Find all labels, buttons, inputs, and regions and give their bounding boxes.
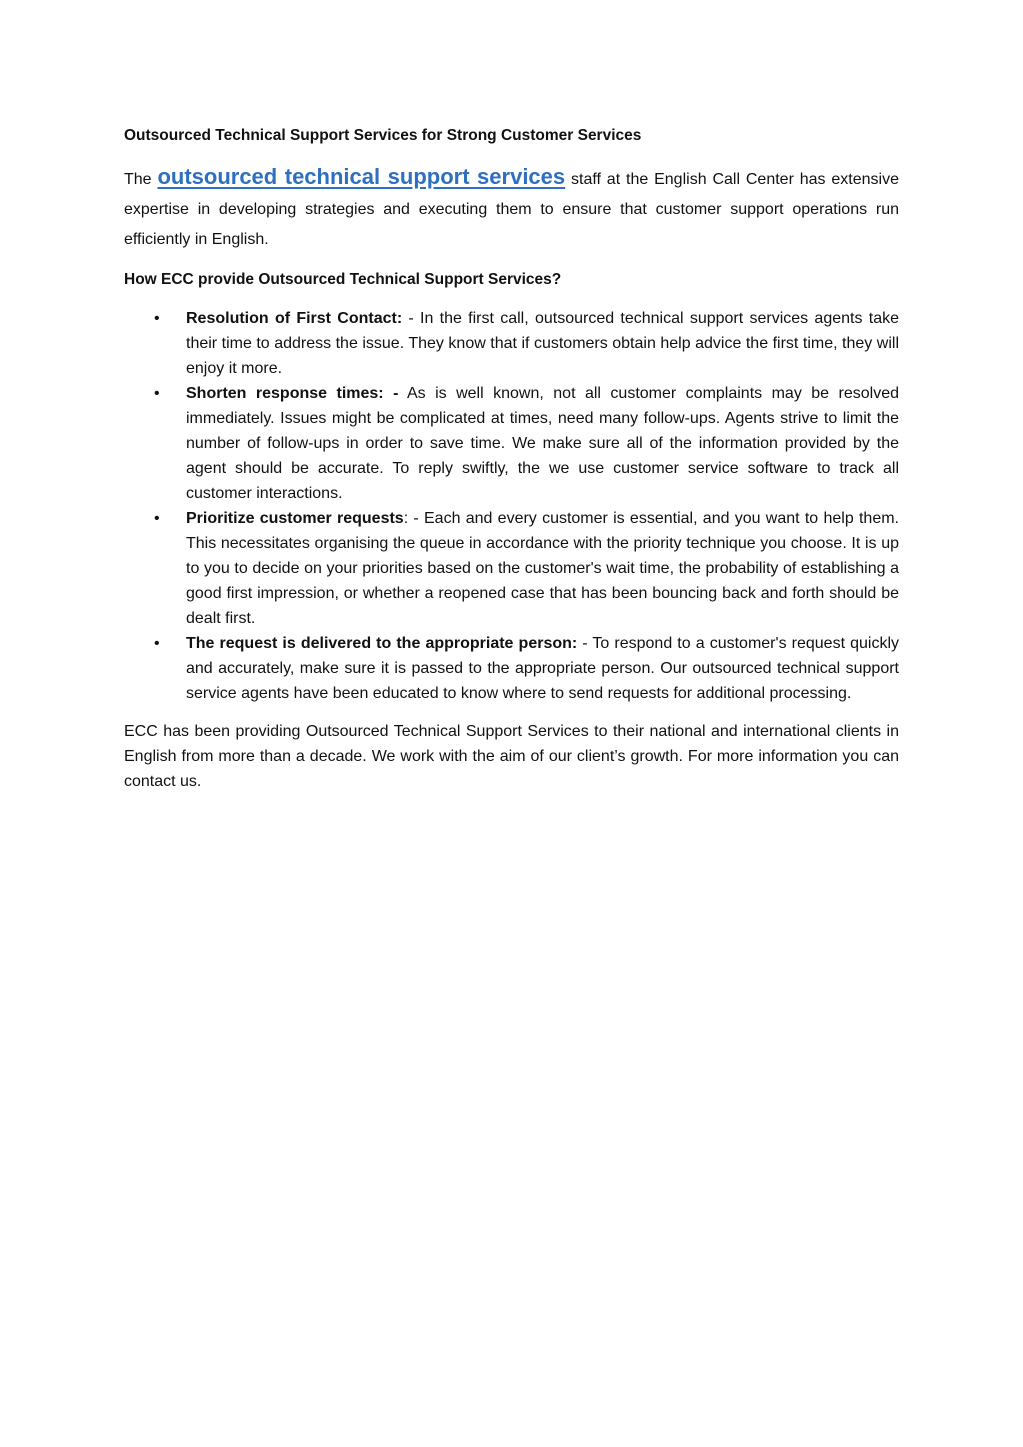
list-item-heading: Shorten response times: - [186, 385, 399, 402]
bullet-icon: • [154, 510, 160, 527]
list-item [124, 631, 899, 706]
list-item-heading: Prioritize customer requests [186, 510, 404, 527]
list-item-text: - In the first call, outsourced technical support services agents take their time to address the issue. They know that if customers obtain help advice the first time, they will enjoy it more. [186, 310, 899, 377]
bullet-icon: • [154, 385, 160, 402]
list-item-heading: Resolution of First Contact: [186, 310, 403, 327]
bullet-icon: • [154, 635, 160, 652]
services-list [124, 306, 899, 706]
list-item-text: As is well known, not all customer complaints may be resolved immediately. Issues might be complicated at times, need many follow-ups. Agents strive to limit the number of follow-ups in order to save time. We make sure all of the information provided by the agent should be accurate. To reply swiftly, the we use customer service software to track all customer interactions. [186, 385, 900, 502]
section-heading: How ECC provide Outsourced Technical Support Services? [124, 271, 562, 288]
list-item [124, 381, 899, 506]
list-item-text: : - Each and every customer is essential, and you want to help them. This necessitates organising the queue in accordance with the priority technique you choose. It is up to you to decide on your priorities based on the customer's wait time, the probability of establishing a good first impression, or whether a reopened case that has been bouncing back and forth should be dealt first. [186, 510, 899, 627]
intro-lead: The [124, 171, 158, 188]
list-item [124, 306, 899, 381]
document-page [124, 124, 899, 794]
list-item-heading: The request is delivered to the appropriate person: [186, 635, 578, 652]
bullet-icon: • [154, 310, 160, 327]
document-title: Outsourced Technical Support Services for Strong Customer Services [124, 127, 642, 144]
outsourced-technical-support-link[interactable]: outsourced technical support services [157, 164, 566, 189]
intro-rest: staff at the English Call Center has extensive expertise in developing strategies and executing them to ensure that customer support operations run efficiently in English. [124, 171, 899, 248]
list-item-text: - To respond to a customer's request quickly and accurately, make sure it is passed to the appropriate person. Our outsourced technical support service agents have been educated to know where to send requests for additional processing. [186, 635, 900, 702]
list-item [124, 506, 899, 631]
intro-paragraph [124, 162, 899, 255]
closing-paragraph: ECC has been providing Outsourced Technical Support Services to their national and international clients in English from more than a decade. We work with the aim of our client’s growth. For more information you can contact us. [124, 723, 899, 790]
